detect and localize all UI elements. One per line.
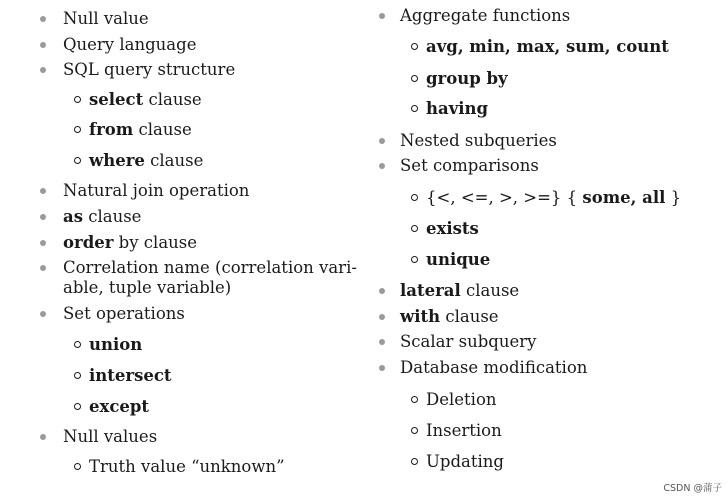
item-label: Scalar subquery: [400, 332, 537, 351]
item-label: [89, 120, 192, 140]
item-label: Deletion: [426, 390, 497, 409]
item-label: Aggregate functions: [400, 6, 571, 25]
bullet-icon: [40, 16, 46, 22]
item-label: SQL query structure: [63, 60, 236, 79]
bullet-icon: [40, 188, 46, 194]
circle-bullet-icon: [411, 396, 418, 403]
item-text: clause: [440, 307, 499, 326]
item-label-continued: able, tuple variable): [63, 278, 232, 297]
keyword: as: [63, 207, 83, 226]
item-label: Query language: [63, 35, 197, 54]
keyword: with: [400, 307, 441, 326]
circle-bullet-icon: [411, 43, 418, 50]
item-label: Updating: [426, 452, 504, 471]
item-label: Insertion: [426, 421, 502, 440]
item-label: Correlation name (correlation vari-: [63, 258, 357, 277]
keyword: where: [89, 151, 145, 170]
bullet-icon: [379, 163, 385, 169]
bullet-icon: [40, 311, 46, 317]
item-text: clause: [133, 120, 192, 139]
circle-bullet-icon: [74, 341, 81, 348]
keyword: some, all: [582, 188, 666, 207]
circle-bullet-icon: [74, 96, 81, 103]
bullet-icon: [379, 314, 385, 320]
item-label: Set comparisons: [400, 156, 539, 175]
keyword: from: [89, 120, 134, 139]
bullet-icon: [379, 365, 385, 371]
item-label: Null values: [63, 427, 158, 446]
circle-bullet-icon: [74, 463, 81, 470]
circle-bullet-icon: [411, 194, 418, 201]
keyword: group by: [426, 69, 508, 88]
item-label: [400, 281, 519, 301]
item-label: Set operations: [63, 304, 185, 323]
item-label: Database modification: [400, 358, 588, 377]
item-text: by clause: [113, 233, 198, 252]
item-text: clause: [82, 207, 142, 226]
bullet-icon: [40, 214, 46, 220]
bullet-icon: [40, 42, 46, 48]
item-label: Nested subqueries: [400, 131, 557, 150]
bullet-icon: [40, 265, 46, 271]
bullet-icon: [379, 288, 385, 294]
keyword: exists: [426, 219, 479, 238]
item-label: Null value: [63, 9, 149, 28]
keyword: except: [89, 397, 150, 416]
keyword: intersect: [89, 366, 172, 385]
circle-bullet-icon: [411, 225, 418, 232]
circle-bullet-icon: [74, 157, 81, 164]
bullet-icon: [379, 339, 385, 345]
item-label: [63, 233, 197, 253]
bullet-icon: [379, 138, 385, 144]
keyword: having: [426, 99, 489, 118]
keyword: avg, min, max, sum, count: [426, 37, 669, 56]
keyword: unique: [426, 250, 491, 269]
keyword: order: [63, 233, 114, 252]
circle-bullet-icon: [74, 403, 81, 410]
keyword: lateral: [400, 281, 461, 300]
circle-bullet-icon: [411, 105, 418, 112]
item-label: [89, 151, 203, 171]
keyword: select: [89, 90, 144, 109]
circle-bullet-icon: [74, 126, 81, 133]
item-text: clause: [144, 151, 204, 170]
item-text: clause: [460, 281, 520, 300]
bullet-icon: [40, 434, 46, 440]
item-label: [426, 188, 681, 208]
csdn-watermark: CSDN @蒲子: [663, 483, 722, 494]
item-label: [89, 90, 202, 110]
item-label: [63, 207, 141, 227]
keyword: union: [89, 335, 143, 354]
item-label: Natural join operation: [63, 181, 250, 200]
item-text: {<, <=, >, >=} {: [426, 188, 583, 207]
bullet-icon: [40, 240, 46, 246]
bullet-icon: [40, 67, 46, 73]
circle-bullet-icon: [411, 427, 418, 434]
circle-bullet-icon: [411, 256, 418, 263]
circle-bullet-icon: [411, 458, 418, 465]
item-text: clause: [143, 90, 202, 109]
item-text: }: [665, 188, 682, 207]
circle-bullet-icon: [74, 372, 81, 379]
item-label: [400, 307, 499, 327]
circle-bullet-icon: [411, 75, 418, 82]
bullet-icon: [379, 13, 385, 19]
item-label: Truth value “unknown”: [89, 457, 285, 476]
